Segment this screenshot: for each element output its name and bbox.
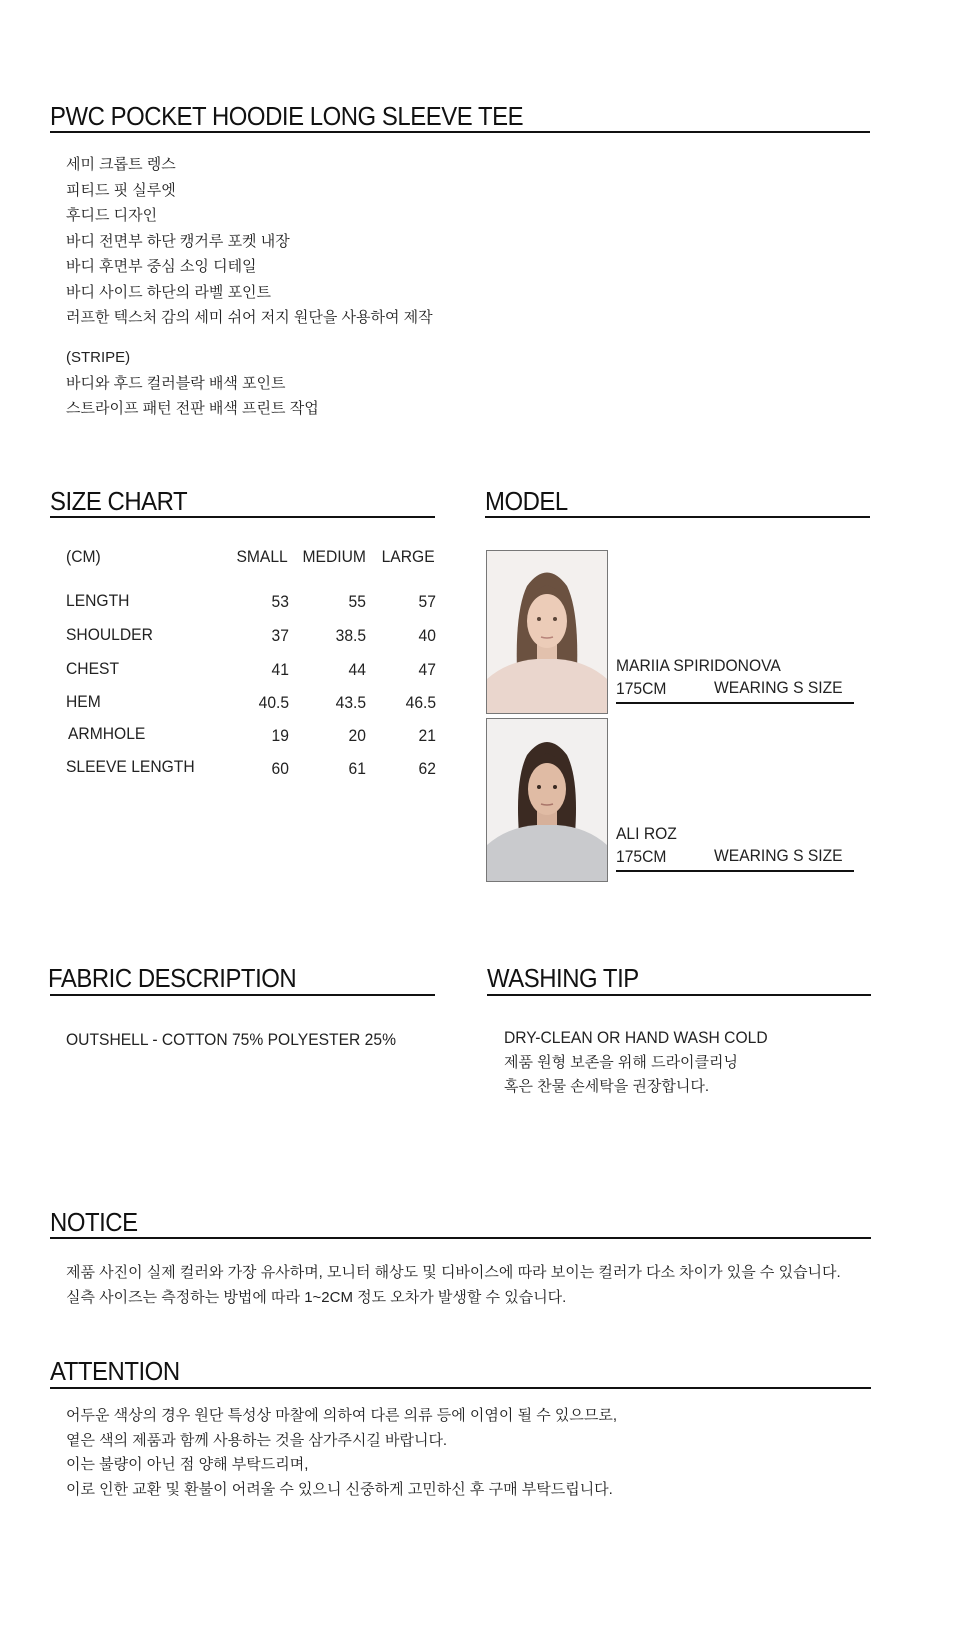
size-cell: 40 — [418, 626, 436, 645]
attention-line: 이는 불량이 아닌 점 양해 부탁드리며, — [66, 1456, 309, 1473]
product-title: PWC POCKET HOODIE LONG SLEEVE TEE — [50, 101, 524, 131]
notice-line: 제품 사진이 실제 컬러와 가장 유사하며, 모니터 해상도 및 디바이스에 따라 보이는 컬러가 다소 차이가 있을 수 있습니다. — [66, 1264, 841, 1281]
feature-item: 피티드 핏 실루엣 — [66, 181, 176, 199]
size-cell: 19 — [271, 726, 289, 745]
attention-lines — [66, 1404, 617, 1502]
model-shirt — [487, 659, 607, 713]
size-cell: 20 — [348, 726, 366, 745]
size-row-label: SHOULDER — [66, 625, 153, 644]
notice-title: NOTICE — [50, 1207, 138, 1237]
model-height: 175CM — [616, 847, 667, 866]
feature-item: 러프한 텍스처 감의 세미 쉬어 저지 원단을 사용하여 제작 — [66, 309, 433, 326]
model-shirt — [487, 825, 607, 881]
washing-line: 혹은 찬물 손세탁을 권장합니다. — [504, 1078, 710, 1095]
size-cell: 46.5 — [405, 693, 436, 712]
stripe-block — [66, 345, 319, 422]
model-divider — [616, 870, 854, 872]
size-row-label: CHEST — [66, 659, 120, 678]
size-cell: 38.5 — [335, 626, 366, 645]
size-row-label: HEM — [66, 692, 101, 711]
size-cell: 55 — [348, 592, 366, 611]
stripe-item: 스트라이프 패턴 전판 배색 프린트 작업 — [66, 400, 319, 417]
feature-item: 바디 사이드 하단의 라벨 포인트 — [66, 283, 272, 301]
washing-line: 제품 원형 보존을 위해 드라이클리닝 — [504, 1054, 739, 1071]
size-cell: 41 — [271, 660, 289, 679]
model-name: ALI ROZ — [616, 824, 677, 843]
attention-line: 이로 인한 교환 및 환불이 어려울 수 있으니 신중하게 고민하신 후 구매 부탁드립니다. — [66, 1480, 613, 1498]
model-height: 175CM — [616, 679, 667, 698]
stripe-item: 바디와 후드 컬러블락 배색 포인트 — [66, 374, 286, 392]
size-chart-divider — [50, 516, 435, 518]
model-name: MARIIA SPIRIDONOVA — [616, 656, 781, 675]
size-cell: 57 — [418, 592, 436, 611]
feature-item: 바디 후면부 중심 소잉 디테일 — [66, 258, 257, 275]
notice-divider — [50, 1237, 871, 1239]
size-cell: 62 — [418, 759, 436, 778]
feature-item: 바디 전면부 하단 캥거루 포켓 내장 — [66, 232, 290, 250]
notice-line: 실측 사이즈는 측정하는 방법에 따라 1~2CM 정도 오차가 발생할 수 있습니다. — [66, 1289, 567, 1306]
size-cell: 60 — [271, 759, 289, 778]
title-divider — [50, 131, 870, 133]
size-cell: 53 — [271, 592, 289, 611]
size-column-header: MEDIUM — [302, 547, 366, 566]
size-cell: 61 — [348, 759, 366, 778]
feature-item: 후디드 디자인 — [66, 207, 158, 224]
model-divider — [485, 516, 870, 518]
attention-title: ATTENTION — [50, 1356, 180, 1386]
attention-line: 어두운 색상의 경우 원단 특성상 마찰에 의하여 다른 의류 등에 이염이 될 수 있으므로, — [66, 1407, 618, 1424]
size-column-header: LARGE — [381, 547, 435, 566]
washing-headline: DRY-CLEAN OR HAND WASH COLD — [504, 1028, 768, 1047]
size-cell: 21 — [418, 726, 436, 745]
size-cell: 43.5 — [335, 693, 366, 712]
model-photo — [486, 718, 608, 882]
feature-item: 세미 크롭트 렝스 — [66, 156, 176, 173]
washing-title: WASHING TIP — [487, 963, 639, 993]
feature-list — [66, 152, 433, 331]
size-unit: (CM) — [66, 547, 101, 566]
size-cell: 37 — [271, 626, 289, 645]
attention-divider — [50, 1387, 871, 1389]
size-row-label: SLEEVE LENGTH — [66, 757, 195, 776]
size-cell: 40.5 — [258, 693, 289, 712]
model-wearing: WEARING S SIZE — [714, 678, 843, 697]
size-column-header: SMALL — [236, 547, 288, 566]
size-row-label: LENGTH — [66, 591, 130, 610]
model-portrait-icon — [487, 719, 607, 881]
model-portrait-icon — [487, 551, 607, 713]
fabric-title: FABRIC DESCRIPTION — [48, 963, 297, 993]
model-photo — [486, 550, 608, 714]
washing-divider — [487, 994, 871, 996]
fabric-divider — [50, 994, 435, 996]
model-title: MODEL — [485, 486, 568, 516]
size-cell: 47 — [418, 660, 436, 679]
model-divider — [616, 702, 854, 704]
size-row-label: ARMHOLE — [68, 724, 146, 743]
notice-lines — [66, 1260, 841, 1310]
attention-line: 옅은 색의 제품과 함께 사용하는 것을 삼가주시길 바랍니다. — [66, 1431, 448, 1449]
size-chart-title: SIZE CHART — [50, 486, 188, 516]
stripe-label: (STRIPE) — [66, 349, 131, 366]
model-wearing: WEARING S SIZE — [714, 846, 843, 865]
washing-lines — [504, 1051, 738, 1099]
size-cell: 44 — [348, 660, 366, 679]
fabric-text: OUTSHELL - COTTON 75% POLYESTER 25% — [66, 1030, 396, 1049]
